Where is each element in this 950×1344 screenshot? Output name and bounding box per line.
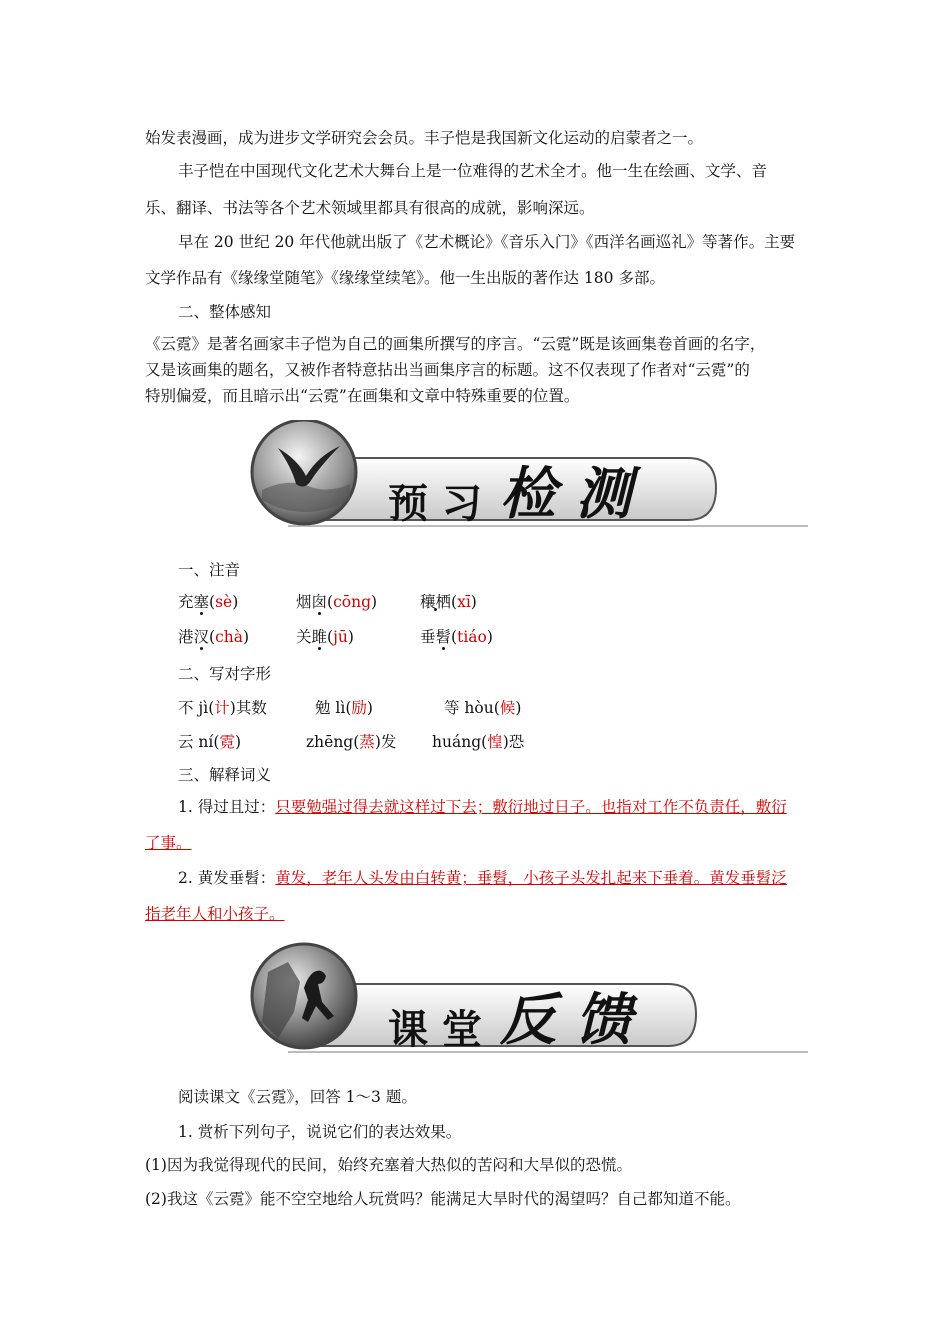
intro-paragraph-3-line-1: 早在 20 世纪 20 年代他就出版了《艺术概论》《音乐入门》《西洋名画巡礼》等著作。主要: [178, 233, 796, 251]
intro-paragraph-3-line-2: 文学作品有《缘缘堂随笔》《缘缘堂续笔》。他一生出版的著作达 180 多部。: [145, 269, 665, 287]
pinyin-item: 垂髫(tiáo): [420, 628, 493, 646]
definition-1-answer: 只要勉强过得去就这样过下去；敷衍地过日子。也指对工作不负责任，敷衍: [275, 798, 787, 816]
feedback-intro: 阅读课文《云霓》，回答 1～3 题。: [178, 1088, 417, 1106]
section-2-heading: 二、整体感知: [178, 303, 272, 321]
definition-1-label: 1. 得过且过：: [178, 798, 276, 816]
section-2-line-1: 《云霓》是著名画家丰子恺为自己的画集所撰写的序言。“云霓”既是该画集卷首画的名字，: [145, 335, 766, 353]
question-1-sentence-2: (2)我这《云霓》能不空空地给人玩赏吗？能满足大旱时代的渴望吗？自己都知道不能。: [145, 1190, 741, 1208]
banner-title-small: 课 堂: [388, 1006, 482, 1053]
definition-2-label: 2. 黄发垂髫：: [178, 869, 276, 887]
pinyin-heading: 一、注音: [178, 561, 241, 579]
definitions-heading: 三、解释词义: [178, 766, 272, 784]
intro-paragraph-tail: 始发表漫画，成为进步文学研究会会员。丰子恺是我国新文化运动的启蒙者之一。: [145, 129, 704, 147]
preview-check-banner: [248, 420, 813, 530]
character-item: 不 jì(计)其数: [178, 699, 267, 717]
character-item: 勉 lì(励): [315, 699, 373, 717]
pinyin-item: 穰栖(xī): [420, 593, 477, 611]
banner-title-small: 预 习: [388, 480, 482, 527]
definition-2-answer-cont: 指老年人和小孩子。: [145, 905, 285, 923]
question-1: 1. 赏析下列句子，说说它们的表达效果。: [178, 1123, 462, 1141]
character-item: zhēng(蒸)发: [306, 733, 397, 751]
banner-title-big: 反 馈: [500, 987, 632, 1053]
question-1-sentence-1: (1)因为我觉得现代的民间，始终充塞着大热似的苦闷和大旱似的恐慌。: [145, 1156, 632, 1174]
class-feedback-banner: [248, 942, 813, 1052]
definition-2-answer: 黄发，老年人头发由白转黄；垂髫，小孩子头发扎起来下垂着。黄发垂髫泛: [275, 869, 787, 887]
definition-1-line-2: [145, 833, 810, 853]
definition-1-answer-cont: 了事。: [145, 834, 192, 852]
pinyin-item: 港汊(chà): [178, 628, 250, 646]
character-item: 云 ní(霓): [178, 733, 242, 751]
pinyin-item: 充塞(sè): [178, 593, 239, 611]
definition-1-line-1: [178, 797, 810, 817]
characters-heading: 二、写对字形: [178, 665, 272, 683]
intro-paragraph-2-line-2: 乐、翻译、书法等各个艺术领域里都具有很高的成就，影响深远。: [145, 199, 595, 217]
pinyin-item: 烟囱(cōng): [296, 593, 378, 611]
section-2-line-3: 特别偏爱，而且暗示出“云霓”在画集和文章中特殊重要的位置。: [145, 387, 580, 405]
banner-title-big: 检 测: [500, 461, 632, 527]
definition-2-line-2: [145, 904, 810, 924]
definition-2-line-1: [178, 868, 810, 888]
character-item: 等 hòu(候): [444, 699, 522, 717]
character-item: huáng(惶)恐: [432, 733, 525, 751]
pinyin-item: 关雎(jū): [296, 628, 354, 646]
intro-paragraph-2-line-1: 丰子恺在中国现代文化艺术大舞台上是一位难得的艺术全才。他一生在绘画、文学、音: [178, 162, 768, 180]
section-2-line-2: 又是该画集的题名，又被作者特意拈出当画集序言的标题。这不仅表现了作者对“云霓”的: [145, 361, 750, 379]
